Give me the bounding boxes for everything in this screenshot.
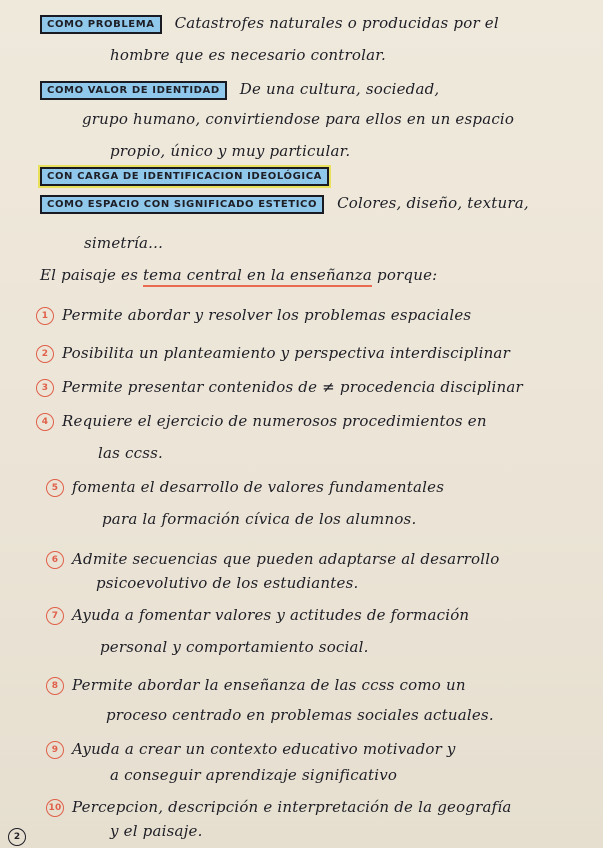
item-5-cont (0, 510, 603, 528)
tag-con-carga-ideologica: CON CARGA DE IDENTIFICACION IDEOLÓGICA (40, 167, 329, 186)
number-badge: 10 (46, 799, 64, 817)
text-line: De una cultura, sociedad, (239, 80, 440, 98)
item-text: y el paisaje. (110, 822, 203, 840)
item-5 (0, 478, 603, 497)
item-text: Permite presentar contenidos de ≠ procedencia disciplinar (62, 378, 523, 396)
text-line: hombre que es necesario controlar. (110, 46, 386, 64)
item-text: Permite abordar y resolver los problemas espaciales (62, 306, 472, 324)
item-4-cont (0, 444, 603, 462)
line-2 (0, 46, 603, 64)
item-8 (0, 676, 603, 695)
item-6 (0, 550, 603, 569)
item-2 (0, 344, 603, 363)
item-9 (0, 740, 603, 759)
item-text: Posibilita un planteamiento y perspectiva interdisciplinar (62, 344, 510, 362)
intro-end: porque: (372, 266, 438, 284)
item-3 (0, 378, 603, 397)
item-1 (0, 306, 603, 325)
item-text: personal y comportamiento social. (100, 638, 369, 656)
number-badge: 2 (36, 345, 54, 363)
tag-espacio-estetico: COMO ESPACIO CON SIGNIFICADO ESTETICO (40, 195, 324, 214)
item-6-cont (0, 574, 603, 592)
line-5 (0, 142, 603, 160)
line-8 (0, 234, 603, 252)
intro-line (0, 266, 603, 284)
text-line: propio, único y muy particular. (110, 142, 351, 160)
number-badge: 1 (36, 307, 54, 325)
item-text: proceso centrado en problemas sociales actuales. (106, 706, 494, 724)
number-badge: 3 (36, 379, 54, 397)
number-badge: 7 (46, 607, 64, 625)
item-text: para la formación cívica de los alumnos. (102, 510, 417, 528)
item-text: Ayuda a fomentar valores y actitudes de formación (72, 606, 470, 624)
number-badge: 9 (46, 741, 64, 759)
item-text: Permite abordar la enseñanza de las ccss como un (72, 676, 466, 694)
number-badge: 8 (46, 677, 64, 695)
item-text: fomenta el desarrollo de valores fundamentales (72, 478, 445, 496)
line-7 (0, 194, 603, 214)
item-10 (0, 798, 603, 817)
tag-como-problema: COMO PROBLEMA (40, 15, 162, 34)
item-4 (0, 412, 603, 431)
item-7 (0, 606, 603, 625)
text-line: Colores, diseño, textura, (337, 194, 529, 212)
number-badge: 4 (36, 413, 54, 431)
intro-text: El paisaje es (40, 266, 143, 284)
number-badge: 6 (46, 551, 64, 569)
item-7-cont (0, 638, 603, 656)
tag-como-valor-de-identidad: COMO VALOR DE IDENTIDAD (40, 81, 227, 100)
item-text: Requiere el ejercicio de numerosos procedimientos en (62, 412, 487, 430)
text-line: grupo humano, convirtiendose para ellos en un espacio (82, 110, 515, 128)
item-text: a conseguir aprendizaje significativo (110, 766, 398, 784)
item-text: Percepcion, descripción e interpretación de la geografía (72, 798, 512, 816)
number-badge: 5 (46, 479, 64, 497)
underlined-phrase: tema central en la enseñanza (143, 266, 372, 287)
page-number: 2 (8, 828, 26, 846)
item-text: psicoevolutivo de los estudiantes. (96, 574, 359, 592)
text-line: simetría... (84, 234, 164, 252)
line-1 (0, 14, 603, 34)
item-10-cont (0, 822, 603, 840)
item-text: Ayuda a crear un contexto educativo motivador y (72, 740, 456, 758)
line-3 (0, 80, 603, 100)
item-text: Admite secuencias que pueden adaptarse al desarrollo (72, 550, 500, 568)
item-8-cont (0, 706, 603, 724)
text-line: Catastrofes naturales o producidas por el (174, 14, 499, 32)
item-text: las ccss. (98, 444, 163, 462)
line-4 (0, 110, 603, 128)
item-9-cont (0, 766, 603, 784)
line-6 (0, 166, 603, 186)
